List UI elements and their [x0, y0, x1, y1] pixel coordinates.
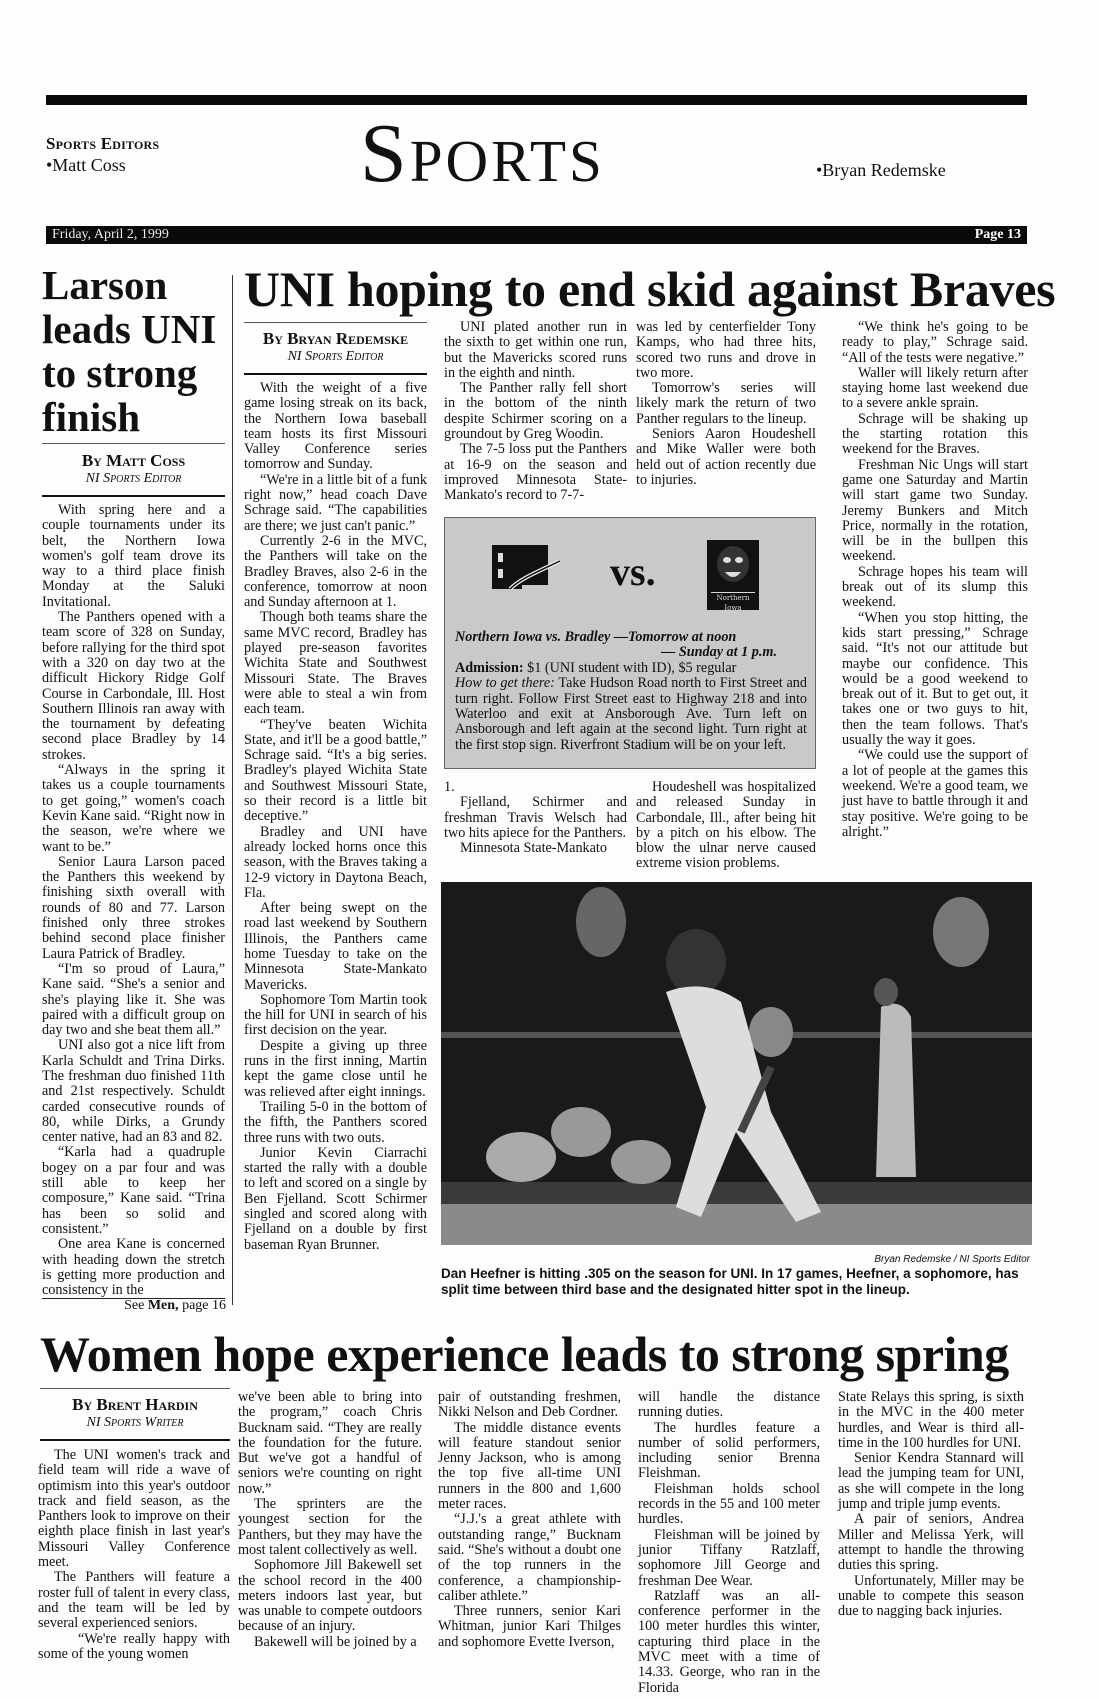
paragraph: UNI plated another run in the sixth to get within one run, but the Mavericks scored runs in the eighth and ninth.: [444, 319, 627, 381]
paragraph: we've been able to bring into the program,” coach Chris Bucknam said. “They are really the foundation for the future. But we've got a handful of seniors we're counting on right now.”: [238, 1389, 422, 1497]
photo-credit: Bryan Redemske / NI Sports Editor: [874, 1254, 1030, 1265]
paragraph: “When you stop hitting, the kids start pressing,” Schrage said. “It's not our attitude but maybe our confidence. This would be a good weekend to break out of it. But to get out, it takes one or two guys to hit, then the team follows. That's usually the way it goes.: [842, 609, 1028, 749]
paragraph: Despite a giving up three runs in the first inning, Martin kept the game close until he was relieved after eight innings.: [244, 1037, 427, 1100]
track-byline-block: [40, 1388, 230, 1441]
golf-byline: [42, 444, 225, 495]
paragraph: Currently 2-6 in the MVC, the Panthers will take on the Bradley Braves, also 2-6 in the conference, tomorrow at noon and Sunday afternoon at 1.: [244, 532, 427, 611]
paragraph: State Relays this spring, is sixth in the MVC in the 400 meter hurdles, and Wear is third all-time in the 100 hurdles for UNI.: [838, 1389, 1024, 1451]
baseball-col-2-bottom: [444, 780, 627, 856]
paragraph: will handle the distance running duties.: [638, 1389, 820, 1421]
paragraph: Sophomore Tom Martin took the hill for UNI in search of his first decision on the year.: [244, 991, 427, 1039]
issue-date: Friday, April 2, 1999: [52, 227, 169, 242]
bradley-braves-logo: [490, 543, 568, 595]
paragraph: Minnesota State-Mankato: [460, 840, 607, 857]
column-divider: [232, 275, 233, 1305]
golf-headline: Larson leads UNI to strong finish: [42, 262, 217, 440]
track-byline: [40, 1389, 230, 1439]
paragraph: “We think he's going to be ready to play,” Schrage said. “All of the tests were negative.”: [842, 319, 1028, 366]
track-col-4: [638, 1390, 820, 1696]
author-role: NI Sports Editor: [287, 349, 384, 364]
paragraph: “They've beaten Wichita State, and it'll be a good battle,” Schrage said. “It's a big series. Bradley's played Wichita State and Southwest Missouri State, so their record is a little bit deceptive.”: [244, 716, 427, 825]
paragraph: Though both teams share the same MVC record, Bradley has played pre-season favorites Wichita State and Southwest Missouri State. The Braves were able to steal a win from each team.: [244, 609, 427, 718]
paragraph: pair of outstanding freshmen, Nikki Nelson and Deb Cordner.: [438, 1389, 621, 1421]
paragraph: “J.J.'s a great athlete with outstanding range,” Bucknam said. “She's without a doubt one of the top runners in the conference, a championship-caliber athlete.”: [438, 1511, 621, 1604]
paragraph: The sprinters are the youngest section for the Panthers, but they may have the most talent collectively as well.: [238, 1496, 422, 1558]
baseball-photo: [441, 882, 1032, 1245]
paragraph: The Panthers opened with a team score of 328 on Sunday, before rallying for the third spot with a 320 on day two at the difficult Hickory Ridge Golf Course in Carbondale, Ill. Host Southern Illinois ran away with the tournament by defeating second place Bradley by 14 strokes.: [42, 609, 225, 763]
paragraph: The hurdles feature a number of solid performers, including senior Brenna Fleishman.: [638, 1419, 820, 1482]
paragraph: The middle distance events will feature standout senior Jenny Jackson, who is among the top five all-time UNI runners in the 800 and 1,600 meter races.: [438, 1419, 621, 1513]
baseball-byline: [244, 323, 427, 373]
game-info-text: [455, 630, 807, 753]
author-name: By Matt Coss: [81, 451, 186, 470]
continuation-jump[interactable]: See Men, page 16: [124, 1298, 226, 1313]
admission-info: Admission: $1 (UNI student with ID), $5 regular: [455, 659, 737, 676]
paragraph: “We're in a little bit of a funk right now,” head coach Dave Schrage said. “The capabilities are there; we just can't panic.”: [244, 471, 427, 534]
author-name: By Bryan Redemske: [262, 329, 409, 348]
paragraph: Freshman Nic Ungs will start game one Saturday and Martin will start game two Sunday. Jeremy Bunkers and Mitch Price, normally in the rotation, will be in the bullpen this weekend.: [842, 456, 1028, 565]
paragraph: Senior Laura Larson paced the Panthers this weekend by finishing sixth overall with rounds of 80 and 77. Larson finished only three strokes behind second place finisher Laura Patrick of Bradley.: [42, 853, 225, 962]
paragraph: Ratzlaff was an all-conference performer in the 100 meter hurdles this winter, capturing third place in the MVC meet with a time of 14.33. George, who ran in the Florida: [638, 1587, 820, 1696]
northern-iowa-panther-logo: Northern Iowa: [707, 540, 759, 610]
masthead-top-rule: [46, 95, 1027, 105]
paragraph: Schrage will be shaking up the starting rotation this weekend for the Braves.: [842, 410, 1028, 458]
paragraph: 1.: [444, 779, 455, 795]
paragraph: Sophomore Jill Bakewell set the school record in the 400 meters indoors last year, but was unable to compete outdoors because of an injury.: [238, 1557, 422, 1635]
paragraph: Fjelland, Schirmer and freshman Travis Welsch had two hits apiece for the Panthers.: [444, 794, 627, 841]
track-col-5: [838, 1390, 1024, 1619]
paragraph: Seniors Aaron Houdeshell and Mike Waller were both held out of action recently due to injuries.: [636, 426, 816, 488]
paragraph: Waller will likely return after staying home last weekend due to a severe ankle sprain.: [842, 364, 1028, 412]
paragraph: Trailing 5-0 in the bottom of the fifth, the Panthers scored three runs with two outs.: [244, 1098, 427, 1146]
editor-name-right: •Bryan Redemske: [816, 160, 946, 180]
divider: [40, 1439, 230, 1441]
paragraph: Bradley and UNI have already locked horns once this season, with the Braves taking a 12-9 victory in Daytona Beach, Fla.: [244, 823, 427, 901]
author-name: By Brent Hardin: [72, 1395, 198, 1414]
author-role: NI Sports Editor: [85, 471, 182, 486]
paragraph: Junior Kevin Ciarrachi started the rally with a double to left and scored on a single by Ben Fjelland. Scott Schirmer singled and scored along with Fjelland on a double by first baseman Ryan Brunner.: [244, 1144, 427, 1253]
paragraph: One area Kane is concerned with heading down the stretch is getting more production and consistency in the: [42, 1236, 225, 1299]
paragraph: After being swept on the road last weekend by Southern Illinois, the Panthers came home Tuesday to take on the Minnesota State-Mankato Mavericks.: [244, 900, 427, 993]
section-title: Sports: [360, 107, 605, 200]
directions-info: How to get there: Take Hudson Road north to First Street and turn right. Follow First Street east to Highway 218 and into Waterloo and exit at Ansborough Ave. Turn left on Ansborough and left again at the second light. Turn right at the first stop sign. Riverfront Stadium will be on your left.: [455, 675, 807, 753]
paragraph: “We could use the support of a lot of people at the games this weekend. We're a good team, we just have to battle through it and stay positive. We're going to be alright.”: [842, 747, 1028, 840]
track-headline: Women hope experience leads to strong spring: [40, 1326, 1009, 1382]
game-schedule-line2: — Sunday at 1 p.m.: [661, 644, 777, 661]
jump-target: Men,: [147, 1298, 179, 1313]
paragraph: Senior Kendra Stannard will lead the jumping team for UNI, as she will compete in the long jump and triple jump events.: [838, 1450, 1024, 1513]
author-role: NI Sports Writer: [86, 1415, 184, 1430]
track-col-2: [238, 1390, 422, 1650]
paragraph: Houdeshell was hospitalized and released Sunday in Carbondale, Ill., after being hit by a pitch on his elbow. The blow the ulnar nerve caused extreme vision problems.: [636, 779, 816, 872]
paragraph: “I'm so proud of Laura,” Kane said. “She's a senior and she's playing like it. She was paired with a difficult group on day two and she beat them all.”: [42, 960, 225, 1039]
golf-byline-block: [42, 443, 225, 497]
sports-editors-label: Sports Editors: [46, 134, 160, 153]
paragraph: With the weight of a five game losing streak on its back, the Northern Iowa baseball team hosts its first Missouri Valley Conference series tomorrow and Sunday.: [244, 380, 427, 473]
baseball-col-3-bottom: [636, 780, 816, 872]
track-col-1: [38, 1448, 230, 1662]
paragraph: The 7-5 loss put the Panthers at 16-9 on the season and improved Minnesota State-Mankato's record to 7-7-: [444, 441, 627, 504]
page-number: Page 13: [974, 227, 1021, 242]
paragraph: “Karla had a quadruple bogey on a par four and was still able to keep her composure,” Kane said. “Trina has been so solid and consistent.”: [42, 1144, 225, 1237]
baseball-headline: UNI hoping to end skid against Braves: [244, 261, 1056, 317]
golf-body: [42, 503, 225, 1299]
baseball-col-1: [244, 381, 427, 1253]
track-col-3: [438, 1390, 621, 1650]
paragraph: With spring here and a couple tournaments under its belt, the Northern Iowa women's golf team drove its way to a third place finish Monday at the Saluki Invitational.: [42, 502, 225, 610]
game-schedule-line1: Northern Iowa vs. Bradley —Tomorrow at noon: [455, 629, 737, 645]
paragraph: was led by centerfielder Tony Kamps, who had three hits, scored two runs and drove in two more.: [636, 319, 816, 381]
paragraph: “We're really happy with some of the young women: [38, 1630, 230, 1662]
paragraph: The Panthers will feature a roster full of talent in every class, and the team will be led by several experienced seniors.: [38, 1569, 230, 1632]
baseball-byline-block: [244, 322, 427, 375]
divider: [244, 373, 427, 375]
baseball-col-2-top: [444, 320, 627, 504]
paragraph: Three runners, senior Kari Whitman, junior Kari Thilges and sophomore Evette Iverson,: [438, 1603, 621, 1650]
editor-name-left: •Matt Coss: [46, 155, 126, 175]
paragraph: The UNI women's track and field team will ride a wave of optimism into this year's outdoor track and field season, as the Panthers look to improve on their eighth place finish in last year's Missouri Valley Conference meet.: [38, 1447, 230, 1571]
paragraph: A pair of seniors, Andrea Miller and Melissa Yerk, will attempt to handle the throwing duties this spring.: [838, 1511, 1024, 1574]
divider: [42, 495, 225, 497]
paragraph: Bakewell will be joined by a: [254, 1633, 417, 1650]
paragraph: The Panther rally fell short in the bottom of the ninth despite Schirmer scoring on a groundout by Greg Woodin.: [444, 380, 627, 443]
paragraph: Unfortunately, Miller may be unable to compete this season due to nagging back injuries.: [838, 1572, 1024, 1620]
paragraph: UNI also got a nice lift from Karla Schuldt and Trina Dirks. The freshman duo finished 11th and 21st respectively. Schuldt carded consecutive rounds of 80, while Dirks, a Grundy center native, had an 83 and 82.: [42, 1037, 225, 1146]
paragraph: Schrage hopes his team will break out of its slump this weekend.: [842, 563, 1028, 611]
baseball-col-3-top: [636, 320, 816, 488]
photo-caption: Dan Heefner is hitting .305 on the season for UNI. In 17 games, Heefner, a sophomore, has split time between third base and the designated hitter spot in the lineup.: [441, 1266, 1019, 1297]
game-info-box: [444, 517, 816, 769]
baseball-col-4: [842, 320, 1028, 840]
date-bar: [46, 226, 1027, 244]
paragraph: Fleishman will be joined by junior Tiffany Ratzlaff, sophomore Jill George and freshman Dee Wear.: [638, 1526, 820, 1589]
paragraph: Fleishman holds school records in the 55 and 100 meter hurdles.: [638, 1480, 820, 1528]
versus-label: vs.: [610, 549, 656, 594]
paragraph: Tomorrow's series will likely mark the return of two Panther regulars to the lineup.: [636, 380, 816, 427]
paragraph: “Always in the spring it takes us a couple tournaments to get going,” women's coach Kevin Kane said. “Right now in the season, we're where we want to be.”: [42, 762, 225, 855]
